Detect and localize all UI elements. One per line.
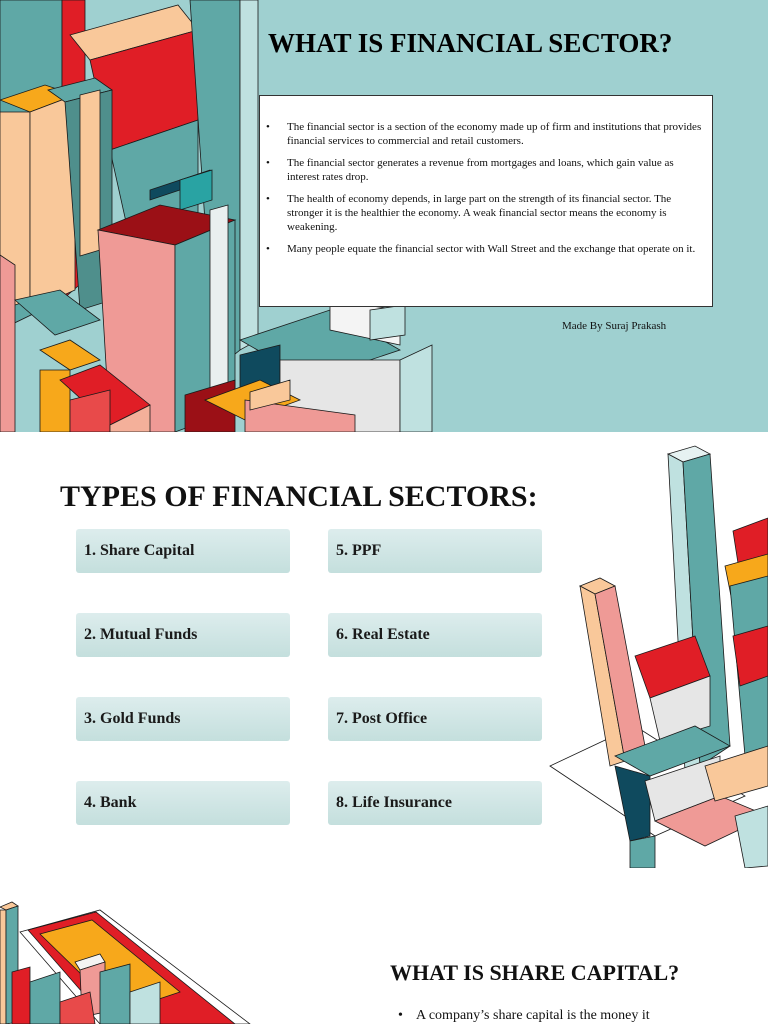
slide-share-capital (0, 872, 768, 1024)
sector-item-share-capital: 1. Share Capital (76, 529, 290, 573)
definition-bullet: • The financial sector is a section of the economy made up of firm and institutions that provides financial services to commercial and retail customers. (266, 120, 702, 148)
sector-item-post-office: 7. Post Office (328, 697, 542, 741)
bullet-icon: • (398, 1008, 403, 1023)
slide-title: WHAT IS FINANCIAL SECTOR? (268, 28, 673, 58)
sector-item-gold-funds: 3. Gold Funds (76, 697, 290, 741)
sector-item-bank: 4. Bank (76, 781, 290, 825)
slide-types-of-sectors (0, 436, 768, 868)
sector-item-ppf: 5. PPF (328, 529, 542, 573)
definition-list (266, 120, 702, 256)
definition-bullet: • The health of economy depends, in large part on the strength of its financial sector. The stronger it is the healthier the economy. A weak financial sector means the economy is weakening. (266, 192, 702, 234)
definition-bullet: • The financial sector generates a revenue from mortgages and loans, which gain value as interest rates drop. (266, 156, 702, 184)
share-capital-bullet (398, 1008, 650, 1024)
slide-title: WHAT IS SHARE CAPITAL? (390, 960, 680, 985)
slide-financial-sector (0, 0, 768, 432)
sector-item-mutual-funds: 2. Mutual Funds (76, 613, 290, 657)
sector-item-real-estate: 6. Real Estate (328, 613, 542, 657)
definition-textbox (259, 95, 713, 307)
sector-item-life-insurance: 8. Life Insurance (328, 781, 542, 825)
city-blocks-illustration (545, 436, 768, 868)
share-capital-text: A company’s share capital is the money it (416, 1008, 650, 1023)
definition-bullet: • Many people equate the financial sector with Wall Street and the exchange that operate on it. (266, 242, 702, 256)
slide-title: TYPES OF FINANCIAL SECTORS: (60, 480, 538, 513)
author-credit: Made By Suraj Prakash (562, 320, 667, 332)
city-blocks-illustration (0, 872, 260, 1024)
